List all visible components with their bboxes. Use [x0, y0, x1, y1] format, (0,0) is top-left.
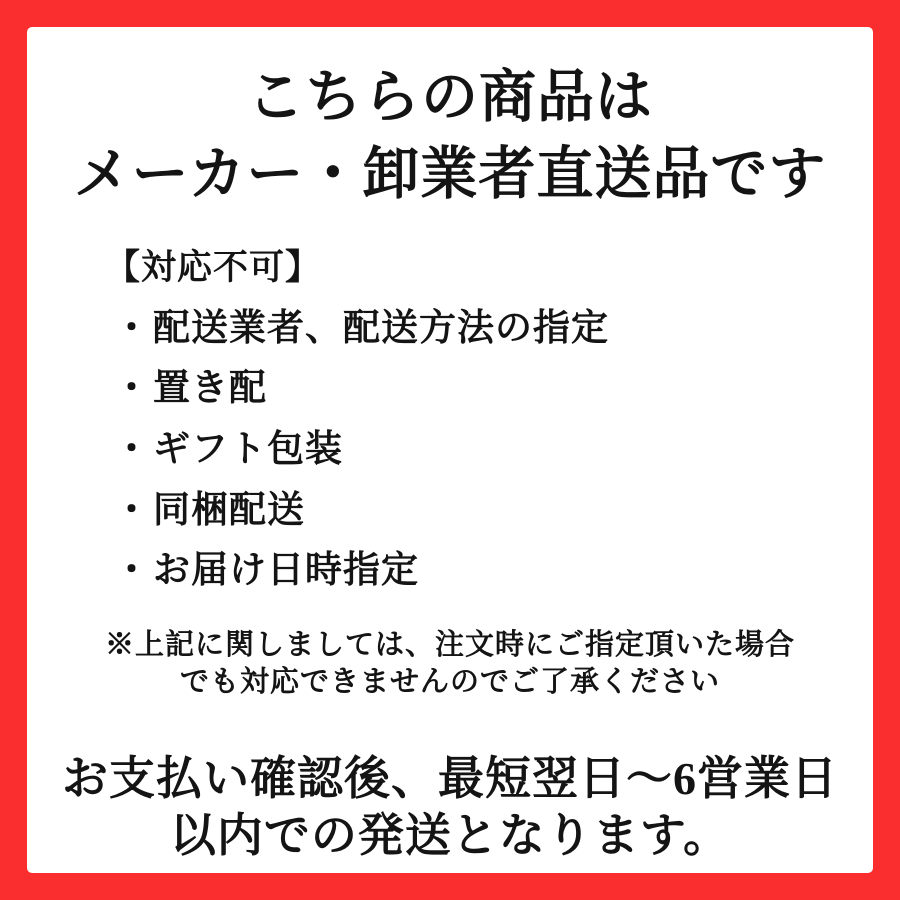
bullet-icon: ・	[113, 307, 151, 349]
not-supported-section	[105, 240, 873, 593]
list-item-text: ギフト包装	[153, 428, 343, 470]
shipping-line-1: お支払い確認後、最短翌日〜6営業日	[62, 752, 838, 804]
list-item	[113, 308, 873, 351]
shipping-line-2: 以内での発送となります。	[169, 810, 731, 862]
shipping-info	[27, 750, 873, 865]
list-item	[113, 368, 873, 411]
title-line-1: こちらの商品は	[247, 66, 653, 129]
list-item	[113, 490, 873, 533]
title-line-2: メーカー・卸業者直送品です	[73, 142, 827, 206]
list-item	[113, 429, 873, 472]
list-item-text: 配送業者、配送方法の指定	[153, 307, 609, 349]
disclaimer-line-2: でも対応できませんのでご了承ください	[179, 666, 720, 699]
list-item-text: お届け日時指定	[153, 550, 419, 592]
not-supported-list	[105, 308, 873, 593]
notice-panel	[27, 27, 873, 873]
bullet-icon: ・	[113, 428, 151, 470]
list-item-text: 置き配	[153, 368, 267, 410]
not-supported-heading: 【対応不可】	[105, 247, 322, 287]
disclaimer-note	[27, 627, 873, 702]
notice-title	[27, 60, 873, 214]
bullet-icon: ・	[113, 368, 151, 410]
list-item-text: 同梱配送	[153, 489, 305, 531]
bullet-icon: ・	[113, 489, 151, 531]
bullet-icon: ・	[113, 550, 151, 592]
list-item	[113, 550, 873, 593]
disclaimer-line-1: ※上記に関しましては、注文時にご指定頂いた場合	[104, 628, 795, 661]
